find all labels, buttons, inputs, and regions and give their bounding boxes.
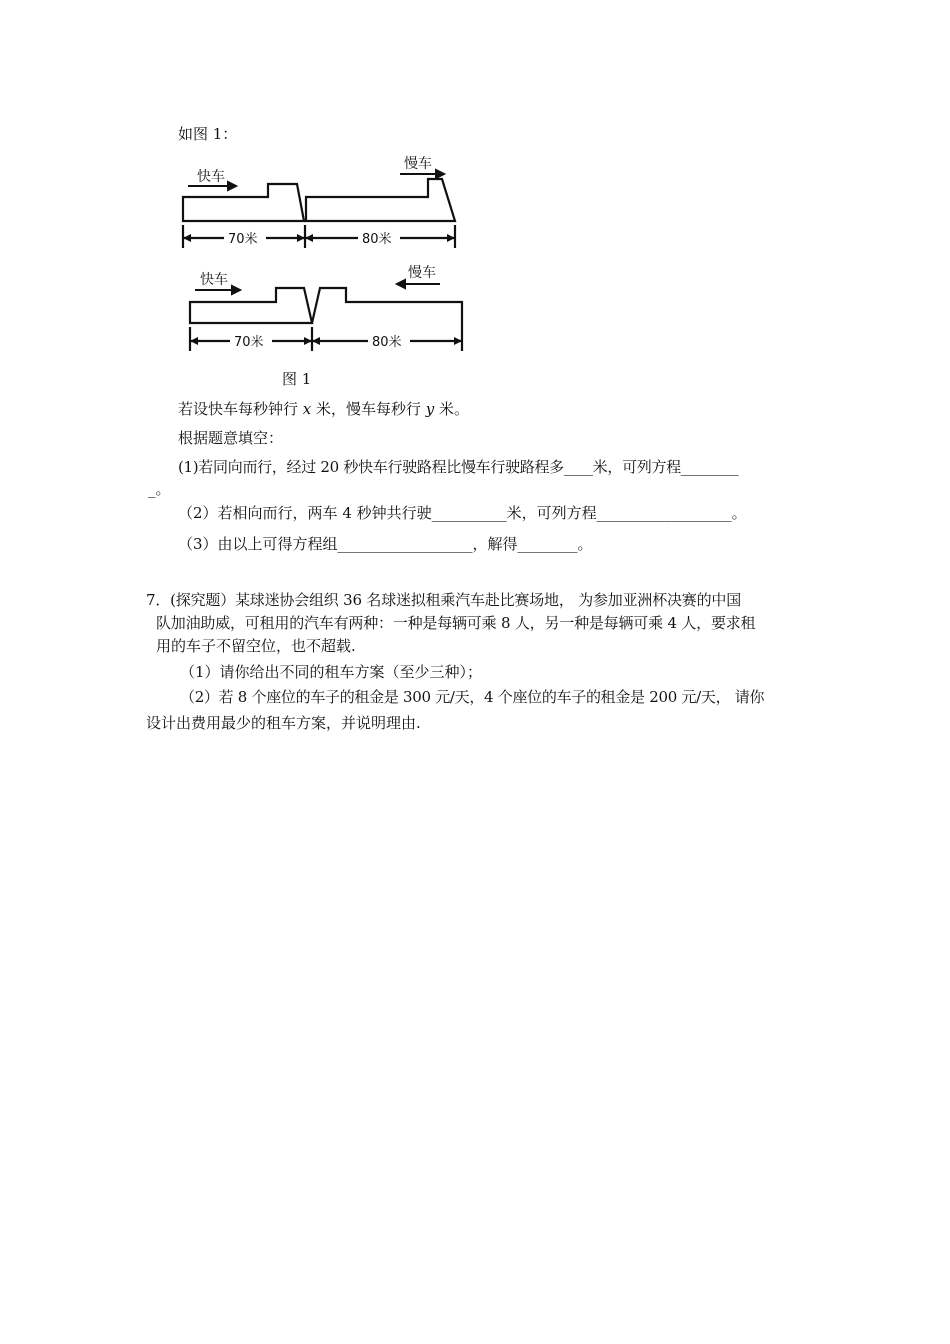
problem7-line1: 7．(探究题）某球迷协会组织 36 名球迷拟租乘汽车赴比赛场地， 为参加亚洲杯决赛的中国 [146,591,741,609]
setup-prefix: 若设快车每秒钟行 [178,400,303,418]
problem7-sub2-line1: （2）若 8 个座位的车子的租金是 300 元/天，4 个座位的车子的租金是 200 元/天， 请你 [180,688,765,706]
problem7-sub1: （1）请你给出不同的租车方案（至少三种）； [180,663,483,681]
fast-length-bottom: 70米 [234,335,264,350]
q1-line2: _。 [148,480,171,498]
slow-arrow-bottom-icon [397,280,440,288]
fast-train-bottom [190,288,312,323]
fast-label-top: 快车 [197,169,225,185]
figure-top-panel [183,179,455,248]
problem7-line3: 用的车子不留空位，也不超载. [156,637,356,655]
fast-length-top: 70米 [228,232,258,247]
var-x: x [302,400,312,418]
setup-middle: 米，慢车每秒行 [311,400,426,418]
fast-train-top [183,184,304,221]
slow-train-top [306,179,455,221]
slow-label-bottom: 慢车 [408,265,436,281]
instruction: 根据题意填空： [178,429,284,447]
var-y: y [425,400,435,418]
slow-length-top: 80米 [362,232,392,247]
fast-label-bottom: 快车 [200,272,228,288]
setup-suffix: 米。 [434,400,470,418]
figure-caption: 图 1 [282,370,312,388]
q2-text: （2）若相向而行，两车 4 秒钟共行驶__________米，可列方程__________________。 [178,504,747,522]
train-figure [172,153,472,358]
slow-length-bottom: 80米 [372,335,402,350]
q1-line1: (1)若同向而行，经过 20 秒快车行驶路程比慢车行驶路程多____米，可列方程________ [178,458,739,476]
problem7-sub2-line2: 设计出费用最少的租车方案，并说明理由. [146,714,421,732]
slow-label-top: 慢车 [404,156,432,172]
problem7-line2: 队加油助威，可租用的汽车有两种：一种是每辆可乘 8 人，另一种是每辆可乘 4 人，要求租 [156,614,756,632]
q3-text: （3）由以上可得方程组__________________，解得________。 [178,535,593,553]
setup-line [178,398,469,420]
figure-intro: 如图 1： [178,125,238,143]
